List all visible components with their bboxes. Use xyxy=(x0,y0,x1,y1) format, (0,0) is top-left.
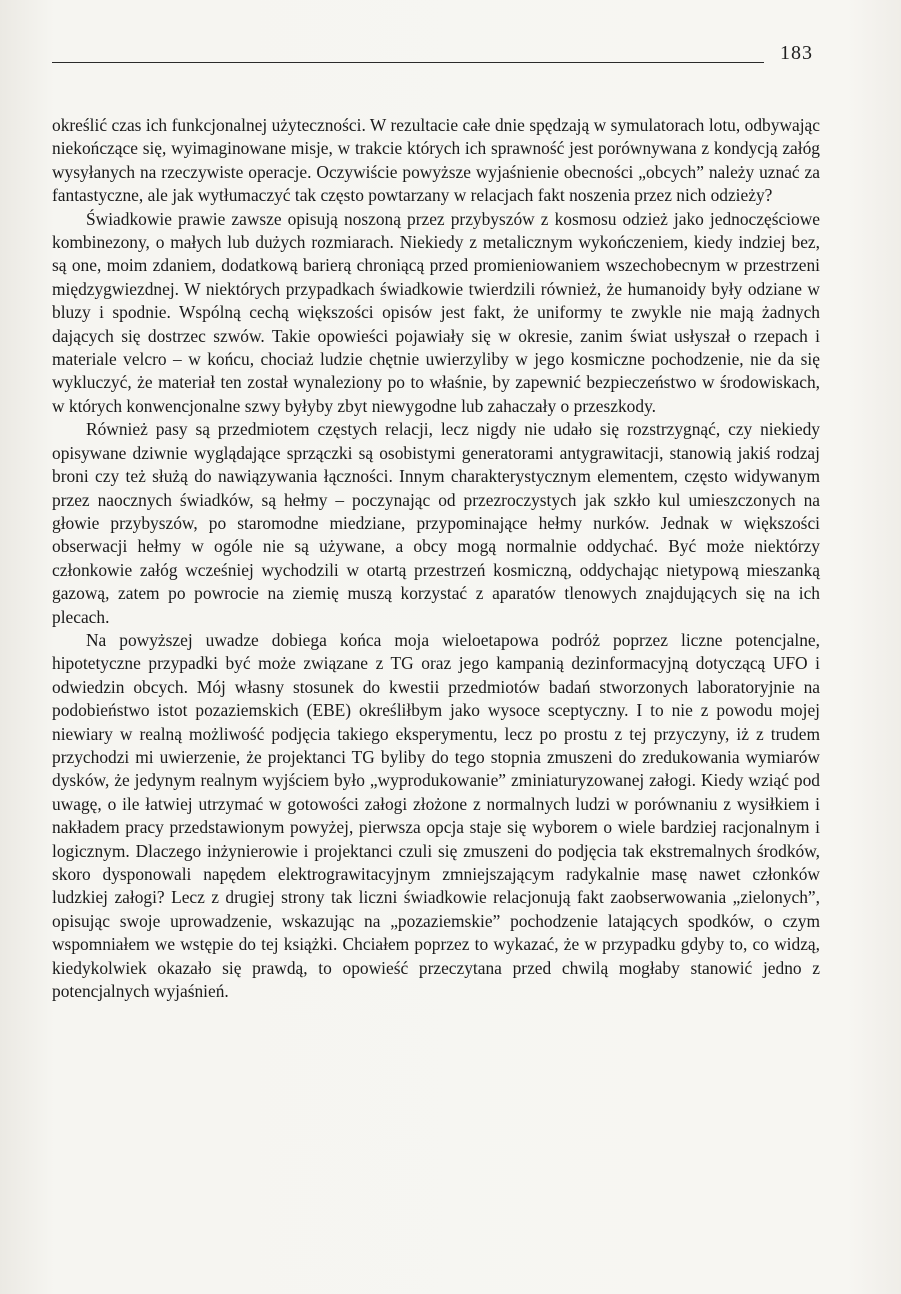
body-text xyxy=(52,114,820,1003)
paragraph-1: określić czas ich funkcjonalnej użyteczności. W rezultacie całe dnie spędzają w symulatorach lotu, odbywając niekończące się, wyimaginowane misje, w trakcie których ich sprawność jest porównywana z kondycją załóg wysyłanych na rzeczywiste operacje. Oczywiście powyższe wyjaśnienie obecności „obcych” należy uznać za fantastyczne, ale jak wytłumaczyć tak często powtarzany w relacjach fakt noszenia przez nich odzieży? xyxy=(52,115,820,206)
paragraph-2: Świadkowie prawie zawsze opisują noszoną przez przybyszów z kosmosu odzież jako jednoczęściowe kombinezony, o małych lub dużych rozmiarach. Niekiedy z metalicznym wykończeniem, kiedy indziej bez, są one, moim zdaniem, dodatkową barierą chroniącą przed promieniowaniem wszechobecnym w przestrzeni międzygwiezdnej. W niektórych przypadkach świadkowie twierdzili również, że humanoidy były odziane w bluzy i spodnie. Wspólną cechą większości opisów jest fakt, że uniformy te zwykle nie mają żadnych dających się dostrzec szwów. Takie opowieści pojawiały się w okresie, zanim świat usłyszał o rzepach i materiale velcro – w końcu, chociaż ludzie chętnie uwierzyliby w jego kosmiczne pochodzenie, nie da się wykluczyć, że materiał ten został wynaleziony po to właśnie, by zapewnić bezpieczeństwo w środowiskach, w których konwencjonalne szwy byłyby zbyt niewygodne lub zahaczały o przeszkody. xyxy=(52,208,820,416)
header-rule xyxy=(52,62,764,63)
paragraph-3: Również pasy są przedmiotem częstych relacji, lecz nigdy nie udało się rozstrzygnąć, czy niekiedy opisywane dziwnie wyglądające sprzączki są osobistymi generatorami antygrawitacji, stanowią jakiś rodzaj broni czy też służą do nawiązywania łączności. Innym charakterystycznym elementem, często widywanym przez naocznych świadków, są hełmy – poczynając od przezroczystych jak szkło kul umieszczonych na głowie przybyszów, po staromodne miedziane, przypominające hełmy nurków. Jednak w większości obserwacji hełmy w ogóle nie są używane, a obcy mogą normalnie oddychać. Być może niektórzy członkowie załóg wcześniej wychodzili w otartą przestrzeń kosmiczną, oddychając nietypową mieszanką gazową, zatem po powrocie na ziemię muszą korzystać z aparatów tlenowych znajdujących się na ich plecach. xyxy=(52,419,820,627)
paragraph-4: Na powyższej uwadze dobiega końca moja wieloetapowa podróż poprzez liczne potencjalne, hipotetyczne przypadki być może związane z TG oraz jego kampanią dezinformacyjną dotyczącą UFO i odwiedzin obcych. Mój własny stosunek do kwestii przedmiotów badań stworzonych laboratoryjnie na podobieństwo istot pozaziemskich (EBE) określiłbym jako wysoce sceptyczny. I to nie z powodu mojej niewiary w realną możliwość podjęcia takiego eksperymentu, lecz po prostu z tej przyczyny, iż z trudem przychodzi mi uwierzenie, że projektanci TG byliby do tego stopnia zmuszeni do zredukowania wymiarów dysków, że jedynym realnym wyjściem było „wyprodukowanie” zminiaturyzowanej załogi. Kiedy wziąć pod uwagę, o ile łatwiej utrzymać w gotowości załogi złożone z normalnych ludzi w porównaniu z wysiłkiem i nakładem pracy przedstawionym powyżej, pierwsza opcja staje się wyborem o wiele bardziej racjonalnym i logicznym. Dlaczego inżynierowie i projektanci czuli się zmuszeni do podjęcia tak ekstremalnych środków, skoro dysponowali napędem elektrograwitacyjnym zmniejszającym radykalnie masę nawet członków ludzkiej załogi? Lecz z drugiej strony tak liczni świadkowie relacjonują fakt zaobserwowania „zielonych”, opisując swoje uprowadzenie, wskazując na „pozaziemskie” pochodzenie latających spodków, o czym wspomniałem we wstępie do tej książki. Chciałem poprzez to wykazać, że w przypadku gdyby to, co widzą, kiedykolwiek okazało się prawdą, to opowieść przeczytana przed chwilą mogłaby stanowić jedno z potencjalnych wyjaśnień. xyxy=(52,629,820,1002)
page-number: 183 xyxy=(780,42,813,64)
